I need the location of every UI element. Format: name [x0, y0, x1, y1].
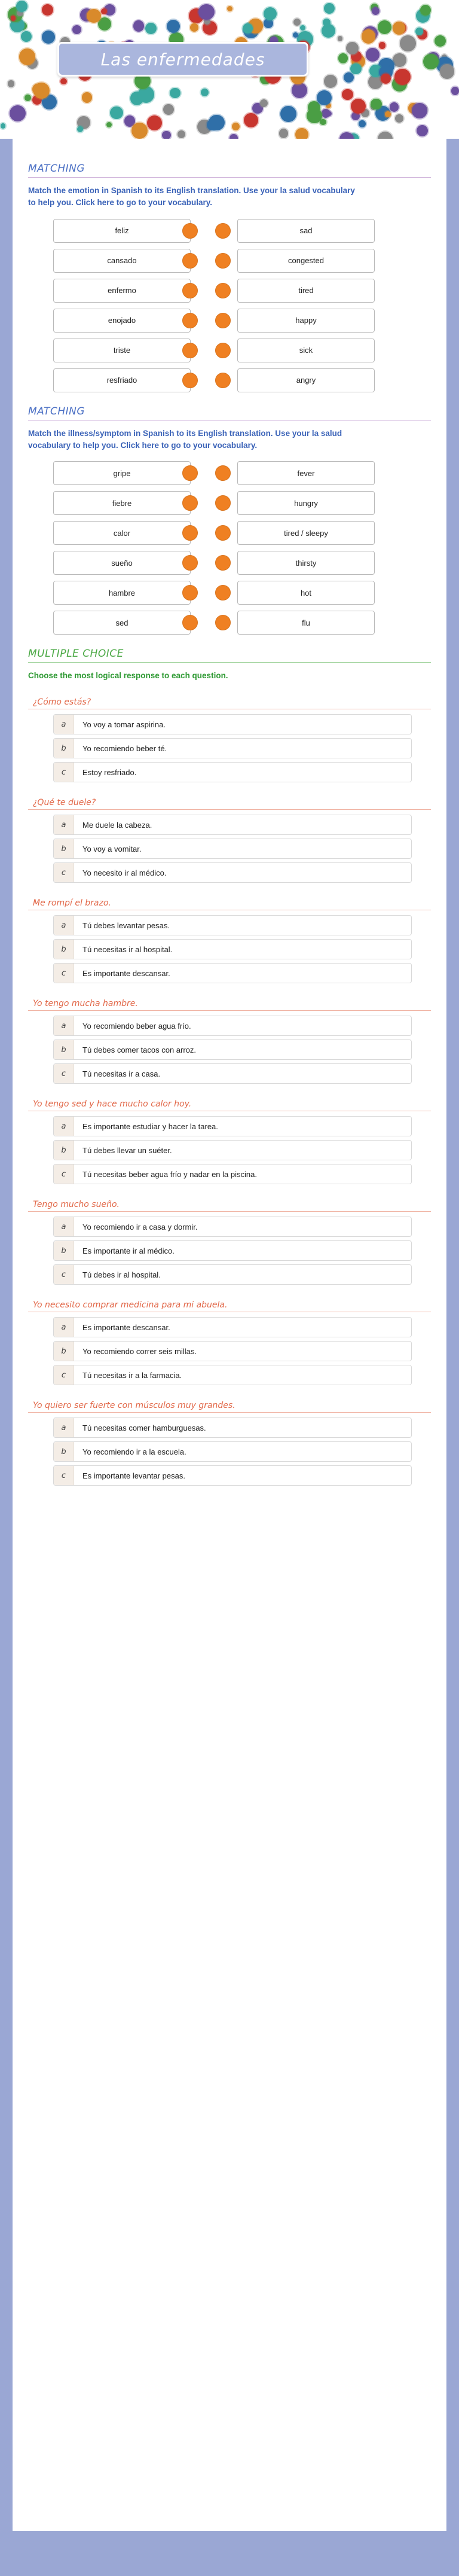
answer-option[interactable]	[53, 939, 412, 959]
germ-icon	[338, 53, 348, 63]
question-prompt: Yo tengo sed y hace mucho calor hoy.	[33, 1099, 192, 1109]
option-letter: b	[54, 940, 74, 959]
answer-option[interactable]	[53, 1341, 412, 1361]
match-term-box[interactable]	[53, 581, 191, 605]
question-prompt: ¿Qué te duele?	[33, 798, 96, 808]
question-block	[28, 1300, 431, 1385]
match-answer-label: congested	[288, 256, 324, 265]
germ-icon	[324, 3, 335, 14]
germ-icon	[390, 102, 399, 112]
germ-icon	[378, 20, 391, 34]
match-connector-knob-icon[interactable]	[182, 495, 198, 511]
germ-icon	[110, 106, 123, 120]
match-term-label: resfriado	[106, 376, 137, 385]
answer-option[interactable]	[53, 738, 412, 758]
option-text: Yo voy a vomitar.	[82, 844, 142, 853]
option-text: Me duele la cabeza.	[82, 820, 152, 830]
germ-icon	[415, 28, 423, 35]
match-term-label: cansado	[107, 256, 137, 265]
germ-icon	[72, 25, 81, 34]
matching-row	[28, 249, 431, 273]
match-term-box[interactable]	[53, 491, 191, 515]
answer-option[interactable]	[53, 1417, 412, 1438]
match-answer-label: hot	[300, 588, 312, 597]
answer-option[interactable]	[53, 815, 412, 835]
match-term-label: triste	[113, 346, 131, 355]
germ-icon	[145, 23, 157, 34]
germ-icon	[133, 20, 144, 31]
matching-row	[28, 368, 431, 392]
germ-icon	[395, 114, 403, 123]
match-term-box[interactable]	[53, 339, 191, 362]
germ-icon	[32, 84, 43, 94]
option-letter: a	[54, 715, 74, 734]
option-text: Yo necesito ir al médico.	[82, 868, 167, 877]
germ-icon	[327, 111, 332, 116]
germ-icon	[8, 80, 14, 87]
answer-option[interactable]	[53, 1240, 412, 1261]
matching-section-2	[28, 406, 431, 635]
match-answer-label: hungry	[294, 498, 318, 508]
germ-icon	[162, 131, 171, 139]
question-prompt: Yo quiero ser fuerte con músculos muy grandes.	[33, 1401, 235, 1411]
option-letter: c	[54, 1064, 74, 1083]
germ-icon	[322, 24, 335, 38]
match-connector-knob-icon[interactable]	[182, 615, 198, 630]
germ-icon	[280, 106, 296, 122]
page-title: Las enfermedades	[100, 49, 265, 69]
match-connector-knob-icon[interactable]	[182, 343, 198, 358]
option-text: Yo voy a tomar aspirina.	[82, 720, 166, 729]
matching-row	[28, 551, 431, 575]
option-text: Yo recomiendo beber agua frío.	[82, 1021, 191, 1031]
germ-icon	[87, 9, 100, 23]
match-connector-knob-icon[interactable]	[182, 555, 198, 571]
question-list	[28, 697, 431, 1486]
answer-option[interactable]	[53, 762, 412, 782]
option-letter: a	[54, 1117, 74, 1136]
option-text: Es importante ir al médico.	[82, 1246, 175, 1255]
germ-icon	[412, 103, 427, 118]
option-letter: b	[54, 1241, 74, 1260]
match-term-box[interactable]	[53, 279, 191, 303]
multiple-choice-section	[28, 648, 431, 1486]
option-text: Yo recomiendo ir a la escuela.	[82, 1447, 186, 1456]
section-heading: MATCHING	[28, 405, 85, 417]
match-term-label: fiebre	[112, 498, 132, 508]
match-connector-knob-icon[interactable]	[215, 373, 231, 388]
question-block	[28, 898, 431, 983]
germ-icon	[209, 115, 224, 130]
match-term-box[interactable]	[53, 611, 191, 635]
option-letter: b	[54, 1141, 74, 1160]
matching-list	[28, 461, 431, 635]
option-text: Tú necesitas ir a la farmacia.	[82, 1370, 182, 1380]
match-connector-knob-icon[interactable]	[215, 283, 231, 298]
question-prompt: Tengo mucho sueño.	[33, 1200, 120, 1210]
answer-option[interactable]	[53, 1217, 412, 1237]
germ-icon	[344, 72, 354, 83]
germ-icon	[178, 130, 185, 138]
option-text: Tú debes comer tacos con arroz.	[82, 1045, 197, 1054]
match-answer-label: flu	[302, 618, 310, 627]
answer-option[interactable]	[53, 1063, 412, 1084]
match-term-label: sed	[115, 618, 128, 627]
germ-icon	[346, 42, 359, 54]
match-answer-box[interactable]	[237, 249, 375, 273]
section-instructions: Match the emotion in Spanish to its English translation. Use your la salud vocabulary to help you. Click here to go to your vocabulary.	[28, 186, 355, 208]
match-connector-knob-icon[interactable]	[215, 525, 231, 541]
match-answer-box[interactable]	[237, 339, 375, 362]
section-divider	[28, 177, 431, 178]
match-connector-knob-icon[interactable]	[182, 465, 198, 481]
germ-icon	[230, 134, 238, 139]
option-text: Yo recomiendo ir a casa y dormir.	[82, 1222, 198, 1231]
match-term-box[interactable]	[53, 249, 191, 273]
germ-icon	[131, 123, 148, 139]
option-letter: c	[54, 1466, 74, 1485]
option-text: Tú necesitas comer hamburguesas.	[82, 1423, 206, 1432]
option-text: Tú necesitas ir al hospital.	[82, 944, 173, 954]
germ-icon	[372, 7, 380, 15]
answer-option[interactable]	[53, 862, 412, 883]
match-connector-knob-icon[interactable]	[215, 313, 231, 328]
option-letter: c	[54, 763, 74, 782]
match-term-label: sueño	[111, 558, 133, 568]
germ-icon	[293, 19, 301, 26]
germ-icon	[440, 64, 455, 79]
option-letter: b	[54, 739, 74, 758]
match-answer-box[interactable]	[237, 279, 375, 303]
germ-icon	[338, 36, 342, 41]
option-text: Es importante descansar.	[82, 968, 170, 978]
option-text: Estoy resfriado.	[82, 767, 137, 777]
germ-icon	[279, 129, 288, 138]
option-text: Tú debes levantar pesas.	[82, 920, 170, 930]
germ-icon	[1, 123, 5, 128]
option-text: Yo recomiendo correr seis millas.	[82, 1346, 197, 1356]
germ-icon	[295, 128, 308, 139]
question-prompt: Me rompí el brazo.	[33, 898, 111, 909]
germ-icon	[292, 83, 307, 98]
germ-icon	[42, 31, 55, 44]
matching-row	[28, 461, 431, 485]
section-heading: MULTIPLE CHOICE	[28, 648, 124, 660]
germ-icon	[167, 20, 180, 33]
match-term-box[interactable]	[53, 309, 191, 333]
germ-icon	[227, 6, 232, 11]
germ-icon	[42, 4, 53, 16]
question-divider	[28, 1010, 431, 1011]
germ-icon	[19, 48, 36, 65]
match-answer-label: tired / sleepy	[284, 528, 328, 538]
question-block	[28, 1099, 431, 1184]
answer-option[interactable]	[53, 915, 412, 935]
germ-icon	[385, 111, 390, 117]
germ-icon	[198, 4, 214, 20]
match-term-label: gripe	[113, 468, 131, 478]
match-connector-knob-icon[interactable]	[182, 525, 198, 541]
germ-icon	[82, 92, 93, 103]
match-term-label: hambre	[108, 588, 136, 597]
match-answer-label: angry	[296, 376, 316, 385]
option-letter: b	[54, 1040, 74, 1059]
match-answer-box[interactable]	[237, 521, 375, 545]
match-term-box[interactable]	[53, 368, 191, 392]
germ-icon	[320, 119, 326, 125]
match-connector-knob-icon[interactable]	[215, 555, 231, 571]
option-letter: a	[54, 815, 74, 834]
section-instructions: Choose the most logical response to each question.	[28, 671, 228, 680]
germ-icon	[379, 42, 385, 48]
match-connector-knob-icon[interactable]	[182, 373, 198, 388]
match-connector-knob-icon[interactable]	[182, 253, 198, 269]
matching-row	[28, 521, 431, 545]
match-answer-box[interactable]	[237, 461, 375, 485]
germ-icon	[393, 53, 406, 67]
germ-icon	[106, 122, 112, 127]
matching-section-1	[28, 163, 431, 392]
match-connector-knob-icon[interactable]	[182, 283, 198, 298]
option-letter: b	[54, 839, 74, 858]
match-term-box[interactable]	[53, 521, 191, 545]
option-letter: c	[54, 1164, 74, 1184]
question-block	[28, 1200, 431, 1285]
match-answer-label: tired	[298, 286, 314, 295]
germ-icon	[244, 113, 259, 128]
match-answer-box[interactable]	[237, 611, 375, 635]
option-text: Es importante descansar.	[82, 1322, 170, 1332]
germ-icon	[371, 99, 381, 109]
match-answer-box[interactable]	[237, 309, 375, 333]
match-connector-knob-icon[interactable]	[215, 465, 231, 481]
matching-row	[28, 309, 431, 333]
question-block	[28, 798, 431, 883]
question-prompt: Yo tengo mucha hambre.	[33, 999, 138, 1009]
match-term-label: enojado	[108, 316, 136, 325]
matching-row	[28, 581, 431, 605]
answer-option[interactable]	[53, 1016, 412, 1036]
answer-option[interactable]	[53, 1039, 412, 1060]
option-letter: b	[54, 1442, 74, 1461]
match-answer-box[interactable]	[237, 581, 375, 605]
germ-icon	[190, 23, 198, 32]
question-block	[28, 999, 431, 1084]
germ-icon	[381, 74, 391, 84]
germ-icon	[201, 89, 209, 97]
germ-icon	[10, 105, 26, 122]
question-prompt: Yo necesito comprar medicina para mi abuela.	[33, 1300, 228, 1310]
option-letter: c	[54, 1365, 74, 1385]
answer-option[interactable]	[53, 1365, 412, 1385]
header-banner	[0, 0, 459, 139]
matching-row	[28, 491, 431, 515]
answer-option[interactable]	[53, 1441, 412, 1462]
question-divider	[28, 1211, 431, 1212]
option-letter: c	[54, 1265, 74, 1284]
germ-icon	[163, 104, 174, 115]
section-heading: MATCHING	[28, 163, 85, 175]
match-answer-box[interactable]	[237, 219, 375, 243]
answer-option[interactable]	[53, 1264, 412, 1285]
page-title-plate	[57, 42, 308, 77]
germ-icon	[366, 48, 380, 62]
germ-icon	[147, 115, 162, 130]
germ-icon	[434, 35, 446, 47]
section-instructions: Match the illness/symptom in Spanish to its English translation. Use your la salud vocabulary to help you. Click here to go to your vocabulary.	[28, 428, 342, 450]
option-letter: a	[54, 1318, 74, 1337]
germ-icon	[77, 126, 83, 132]
option-letter: a	[54, 1016, 74, 1035]
question-block	[28, 1401, 431, 1486]
match-connector-knob-icon[interactable]	[215, 343, 231, 358]
matching-row	[28, 219, 431, 243]
question-block	[28, 697, 431, 782]
germ-icon	[394, 69, 410, 84]
match-connector-knob-icon[interactable]	[215, 253, 231, 269]
match-connector-knob-icon[interactable]	[215, 223, 231, 239]
germ-icon	[362, 29, 376, 44]
answer-option[interactable]	[53, 963, 412, 983]
germ-icon	[300, 25, 305, 31]
match-term-label: feliz	[115, 226, 129, 235]
match-answer-label: sad	[299, 226, 313, 235]
match-answer-box[interactable]	[237, 551, 375, 575]
match-term-box[interactable]	[53, 219, 191, 243]
match-answer-box[interactable]	[237, 368, 375, 392]
match-connector-knob-icon[interactable]	[182, 585, 198, 600]
option-text: Tú necesitas ir a casa.	[82, 1069, 161, 1078]
answer-option[interactable]	[53, 1317, 412, 1337]
option-letter: a	[54, 1418, 74, 1437]
option-letter: a	[54, 916, 74, 935]
match-connector-knob-icon[interactable]	[215, 495, 231, 511]
match-term-label: enfermo	[108, 286, 136, 295]
option-text: Tú debes llevar un suéter.	[82, 1145, 172, 1155]
matching-row	[28, 339, 431, 362]
germ-icon	[264, 7, 277, 20]
matching-row	[28, 279, 431, 303]
match-answer-label: happy	[295, 316, 317, 325]
option-text: Yo recomiendo beber té.	[82, 743, 167, 753]
question-divider	[28, 1412, 431, 1413]
match-connector-knob-icon[interactable]	[182, 313, 198, 328]
option-text: Es importante estudiar y hacer la tarea.	[82, 1121, 218, 1131]
germ-icon	[393, 22, 406, 35]
germ-icon	[60, 78, 66, 84]
option-letter: c	[54, 964, 74, 983]
germ-icon	[350, 63, 362, 75]
answer-option[interactable]	[53, 714, 412, 734]
option-letter: b	[54, 1342, 74, 1361]
answer-option[interactable]	[53, 839, 412, 859]
worksheet-sheet	[13, 139, 446, 2531]
match-connector-knob-icon[interactable]	[215, 615, 231, 630]
germ-icon	[293, 32, 298, 38]
germ-icon	[260, 99, 268, 107]
germ-icon	[324, 75, 337, 88]
germ-icon	[359, 120, 366, 127]
option-letter: c	[54, 863, 74, 882]
option-text: Tú necesitas beber agua frío y nadar en la piscina.	[82, 1169, 257, 1179]
germ-icon	[400, 35, 416, 51]
germ-icon	[170, 88, 180, 99]
germ-icon	[342, 89, 353, 100]
germ-icon	[232, 123, 240, 130]
germ-icon	[378, 132, 393, 139]
match-term-box[interactable]	[53, 461, 191, 485]
answer-option[interactable]	[53, 1140, 412, 1160]
option-text: Es importante levantar pesas.	[82, 1471, 185, 1480]
matching-row	[28, 611, 431, 635]
match-term-label: calor	[113, 528, 131, 538]
germ-icon	[25, 94, 31, 101]
match-answer-label: fever	[297, 468, 315, 478]
section-divider	[28, 662, 431, 663]
match-connector-knob-icon[interactable]	[182, 223, 198, 239]
option-text: Tú debes ir al hospital.	[82, 1270, 161, 1279]
question-prompt: ¿Cómo estás?	[33, 697, 91, 708]
question-divider	[28, 809, 431, 810]
match-answer-box[interactable]	[237, 491, 375, 515]
germ-icon	[16, 1, 27, 12]
germ-icon	[451, 87, 459, 94]
option-letter: a	[54, 1217, 74, 1236]
match-answer-label: sick	[299, 346, 313, 355]
germ-icon	[417, 125, 428, 136]
match-answer-label: thirsty	[295, 558, 317, 568]
answer-option[interactable]	[53, 1116, 412, 1136]
answer-option[interactable]	[53, 1164, 412, 1184]
germ-icon	[21, 31, 32, 42]
match-term-box[interactable]	[53, 551, 191, 575]
matching-list	[28, 219, 431, 392]
match-connector-knob-icon[interactable]	[215, 585, 231, 600]
answer-option[interactable]	[53, 1465, 412, 1486]
